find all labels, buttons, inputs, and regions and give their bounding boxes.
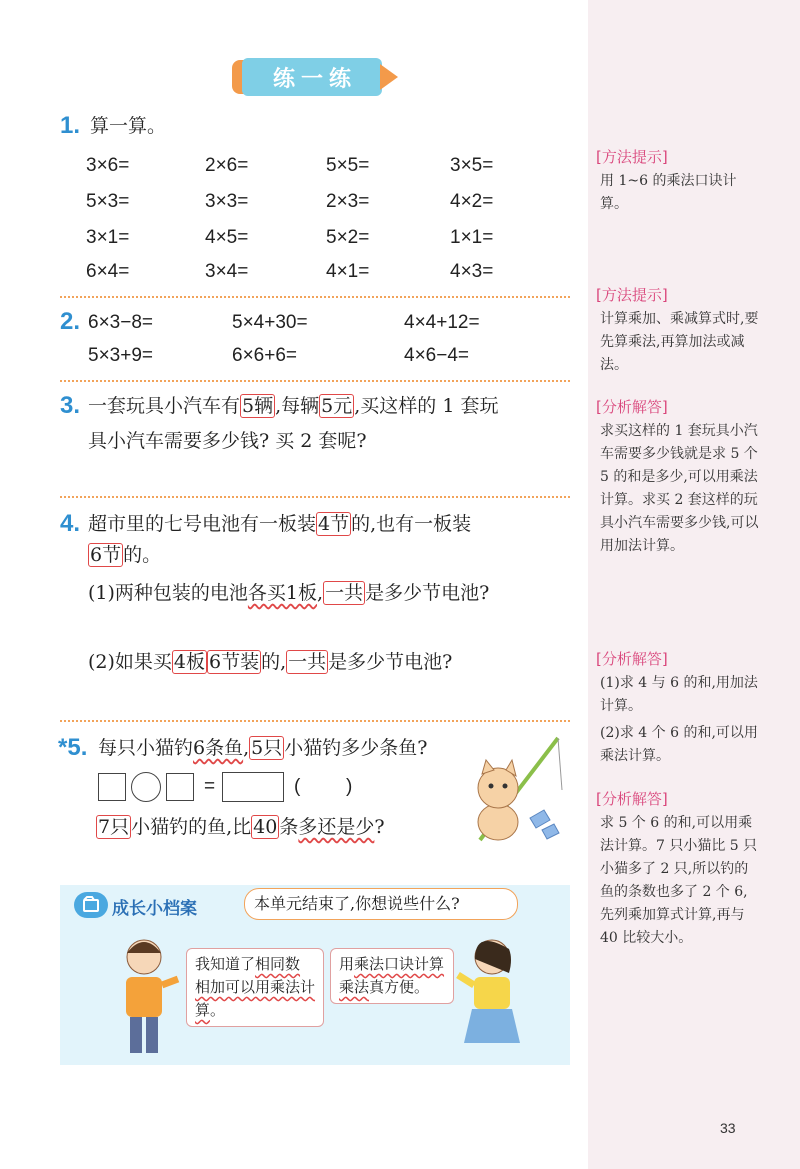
banner-title: 练一练 (272, 67, 357, 92)
boy-leg (146, 1017, 158, 1053)
q1-item: 1×1= (450, 227, 494, 248)
q4-text: 是多少节电池? (328, 651, 453, 673)
bubble-wavy: 乘法口诀计算乘法 (339, 955, 445, 996)
q5-wavy: 6条鱼 (193, 737, 244, 759)
q5-text: 小猫钓多少条鱼? (284, 737, 428, 759)
q5-highlight-5: 5只 (251, 737, 283, 759)
q2-item: 6×6+6= (232, 345, 297, 366)
answer-box[interactable] (98, 773, 126, 801)
girl-skirt (464, 1009, 520, 1043)
q3-text: ,买这样的 1 套玩 (354, 395, 499, 417)
hint-2-title: [方法提示] (596, 286, 668, 304)
cat-eye (503, 784, 508, 789)
divider (60, 496, 570, 498)
q4-highlight-boards: 4板 (173, 651, 206, 673)
q5-text: 小猫钓的鱼,比 (131, 816, 252, 838)
fishing-line (558, 738, 562, 790)
question-4-line-2 (88, 546, 161, 565)
bubble-text: 真方便。 (369, 978, 430, 996)
hint-4-title: [分析解答] (596, 650, 668, 668)
hint-3-text: 求买这样的 1 套玩具小汽车需要多少钱就是求 5 个 5 的和是多少,可以用乘法计算。求买 2 套这样的玩具小汽车需要多少钱,可以用加法计算。 (600, 423, 759, 554)
bubble-text: 。 (210, 1001, 226, 1019)
boy-leg (130, 1017, 142, 1053)
q3-highlight-cars: 5辆 (242, 395, 274, 417)
fish (542, 824, 559, 839)
hint-4-text-1: (1)求 4 与 6 的和,用加法计算。 (600, 675, 758, 714)
q4-wavy: 各买1板 (247, 582, 318, 604)
question-4-part-2 (88, 653, 452, 672)
hint-1-text: 用 1~6 的乘法口诀计算。 (600, 173, 737, 212)
operator-circle[interactable] (131, 772, 161, 802)
q4-text: , (317, 582, 324, 604)
cat-eye (489, 784, 494, 789)
q3-text: 一套玩具小汽车有 (88, 395, 241, 417)
growth-title: 成长小档案 (112, 899, 197, 919)
divider (60, 720, 570, 722)
boy-illustration (108, 935, 183, 1060)
q1-item: 3×4= (205, 261, 249, 282)
q3-highlight-price: 5元 (321, 395, 353, 417)
question-3-number: 3. (60, 392, 81, 419)
question-4-number: 4. (60, 510, 81, 537)
unit-paren-close: ) (346, 776, 353, 797)
q2-item: 5×3+9= (88, 345, 153, 366)
banner-arrow (380, 64, 398, 90)
q2-item: 4×4+12= (404, 312, 480, 333)
unit-paren-open: ( (294, 776, 301, 797)
q2-item: 4×6−4= (404, 345, 469, 366)
answer-box[interactable] (166, 773, 194, 801)
q5-text: ? (374, 816, 385, 838)
q4-text: (2)如果买 (88, 651, 172, 673)
question-1-title: 算一算。 (90, 115, 167, 137)
q5-text: 每只小猫钓 (98, 737, 194, 759)
q5-highlight-40: 40 (253, 816, 278, 838)
equals-sign: = (204, 776, 216, 797)
q3-text: ,每辆 (275, 395, 320, 417)
fishing-cat-illustration (450, 730, 570, 850)
hint-5-text: 求 5 个 6 的和,可以用乘法计算。7 只小猫比 5 只小猫多了 2 只,所以钓的鱼的条数也多了 2 个 6,先列乘加算式计算,再与 40 比较大小。 (600, 815, 758, 946)
question-4-part-1 (88, 584, 489, 603)
question-2-number: 2. (60, 308, 81, 335)
hint-2-text: 计算乘加、乘减算式时,要先算乘法,再算加法或减法。 (600, 311, 759, 373)
q5-text: , (243, 737, 250, 759)
q1-item: 6×4= (86, 261, 130, 282)
question-5-line-1 (98, 739, 427, 758)
hint-5-title: [分析解答] (596, 790, 668, 808)
q1-item: 3×6= (86, 155, 130, 176)
fish (530, 810, 550, 828)
q4-highlight-total: 一共 (288, 651, 327, 673)
q1-item: 5×3= (86, 191, 130, 212)
hint-3-title: [分析解答] (596, 398, 668, 416)
question-1-number: 1. (60, 112, 81, 139)
q1-item: 4×3= (450, 261, 494, 282)
boy-speech-bubble (186, 948, 324, 1027)
q1-item: 4×1= (326, 261, 370, 282)
girl-illustration (448, 935, 528, 1060)
section-banner (232, 58, 402, 96)
q4-highlight-pack: 6节装 (209, 651, 260, 673)
q5-highlight-7: 7只 (98, 816, 130, 838)
q4-text: (1)两种包装的电池 (88, 582, 248, 604)
bubble-text: 用 (339, 955, 355, 973)
boy-arm (162, 979, 178, 985)
q1-item: 5×5= (326, 155, 370, 176)
q1-item: 5×2= (326, 227, 370, 248)
q2-item: 5×4+30= (232, 312, 308, 333)
q1-item: 2×3= (326, 191, 370, 212)
q4-text: 的, (261, 651, 287, 673)
q4-text: 的。 (123, 544, 162, 566)
q2-item: 6×3−8= (88, 312, 153, 333)
question-4-line-1 (88, 515, 471, 534)
folder-icon (74, 892, 108, 918)
q4-text: 是多少节电池? (365, 582, 490, 604)
divider (60, 296, 570, 298)
growth-prompt: 本单元结束了,你想说些什么? (254, 894, 460, 913)
boy-hair (127, 942, 161, 953)
q4-highlight-4: 4节 (318, 513, 350, 535)
boy-shirt (126, 977, 162, 1017)
page-number: 33 (720, 1120, 736, 1136)
q1-item: 2×6= (205, 155, 249, 176)
hint-4-text-2: (2)求 4 个 6 的和,可以用乘法计算。 (600, 725, 758, 764)
question-3-line-2: 具小汽车需要多少钱? 买 2 套呢? (88, 430, 367, 452)
girl-speech-bubble (330, 948, 454, 1004)
divider (60, 380, 570, 382)
question-5-number: *5. (58, 734, 88, 761)
bubble-text: 我知道了 (195, 955, 256, 973)
q4-text: 的,也有一板装 (351, 513, 472, 535)
girl-arm (458, 975, 474, 985)
question-3-line-1 (88, 397, 498, 416)
q1-item: 4×2= (450, 191, 494, 212)
cat-body (478, 804, 518, 840)
q1-item: 3×3= (205, 191, 249, 212)
q1-item: 4×5= (205, 227, 249, 248)
girl-shirt (474, 977, 510, 1009)
question-5-line-2 (96, 818, 385, 837)
q1-item: 3×1= (86, 227, 130, 248)
bubble-wavy: 相同数相加可以用乘法计算 (195, 955, 316, 1019)
answer-result-box[interactable] (222, 772, 284, 802)
q5-text: 条 (279, 816, 299, 838)
q5-wavy: 多还是少 (298, 816, 375, 838)
q4-text: 超市里的七号电池有一板装 (88, 513, 317, 535)
hint-1-title: [方法提示] (596, 148, 668, 166)
q4-highlight-total: 一共 (325, 582, 364, 604)
q1-item: 3×5= (450, 155, 494, 176)
q4-highlight-6: 6节 (90, 544, 122, 566)
